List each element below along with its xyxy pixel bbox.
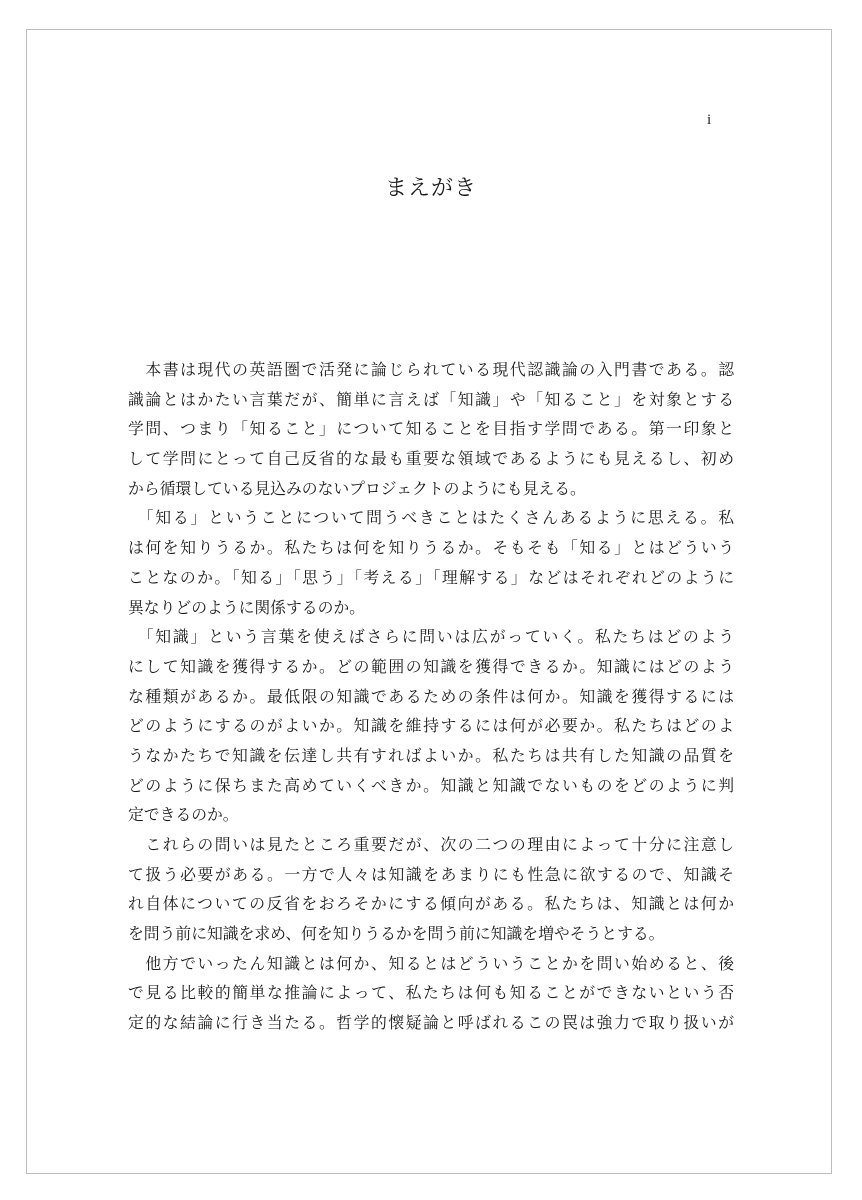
text-line: 定的な結論に行き当たる。哲学的懐疑論と呼ばれるこの罠は強力で取り扱いが: [128, 1013, 734, 1033]
text-line: を問う前に知識を求め、何を知りうるかを問う前に知識を増やそうとする。: [128, 924, 665, 944]
text-line: れ自体についての反省をおろそかにする傾向がある。私たちは、知識とは何か: [128, 894, 734, 914]
text-line: どのようにするのがよいか。知識を維持するには何が必要か。私たちはどのよ: [128, 716, 734, 736]
text-line: で見る比較的簡単な推論によって、私たちは何も知ることができないという否: [128, 983, 734, 1003]
text-line: から循環している見込みのないプロジェクトのようにも見える。: [128, 478, 586, 498]
text-line: 「知る」ということについて問うべきことはたくさんあるように思える。私: [128, 508, 734, 528]
body-text: [128, 355, 734, 1038]
text-line: にして知識を獲得するか。どの範囲の知識を獲得できるか。知識にはどのよう: [128, 656, 734, 676]
text-line: て扱う必要がある。一方で人々は知識をあまりにも性急に欲するので、知識そ: [128, 864, 734, 884]
text-line: うなかたちで知識を伝達し共有すればよいか。私たちは共有した知識の品質を: [128, 745, 734, 765]
text-line: これらの問いは見たところ重要だが、次の二つの理由によって十分に注意し: [128, 835, 734, 854]
text-line: ことなのか。「知る」「思う」「考える」「理解する」などはそれぞれどのように: [128, 567, 734, 587]
text-line: 異なりどのように関係するのか。: [128, 597, 365, 617]
chapter-title: まえがき: [384, 176, 477, 201]
text-line: して学問にとって自己反省的な最も重要な領域であるようにも見えるし、初め: [128, 449, 734, 469]
text-line: 本書は現代の英語圏で活発に論じられている現代認識論の入門書である。認: [128, 360, 734, 379]
text-line: 識論とはかたい言葉だが、簡単に言えば「知識」や「知ること」を対象とする: [128, 389, 734, 409]
text-line: 「知識」という言葉を使えばさらに問いは広がっていく。私たちはどのよう: [128, 627, 734, 647]
text-line: 学問、つまり「知ること」について知ることを目指す学問である。第一印象と: [128, 419, 734, 439]
page-number: i: [707, 112, 712, 128]
text-line: は何を知りうるか。私たちは何を知りうるか。そもそも「知る」とはどういう: [128, 538, 734, 558]
text-line: どのように保ちまた高めていくべきか。知識と知識でないものをどのように判: [128, 775, 734, 795]
text-line: 他方でいったん知識とは何か、知るとはどういうことかを問い始めると、後: [128, 953, 734, 973]
text-line: な種類があるか。最低限の知識であるための条件は何か。知識を獲得するには: [128, 686, 734, 706]
text-line: 定できるのか。: [128, 805, 239, 825]
